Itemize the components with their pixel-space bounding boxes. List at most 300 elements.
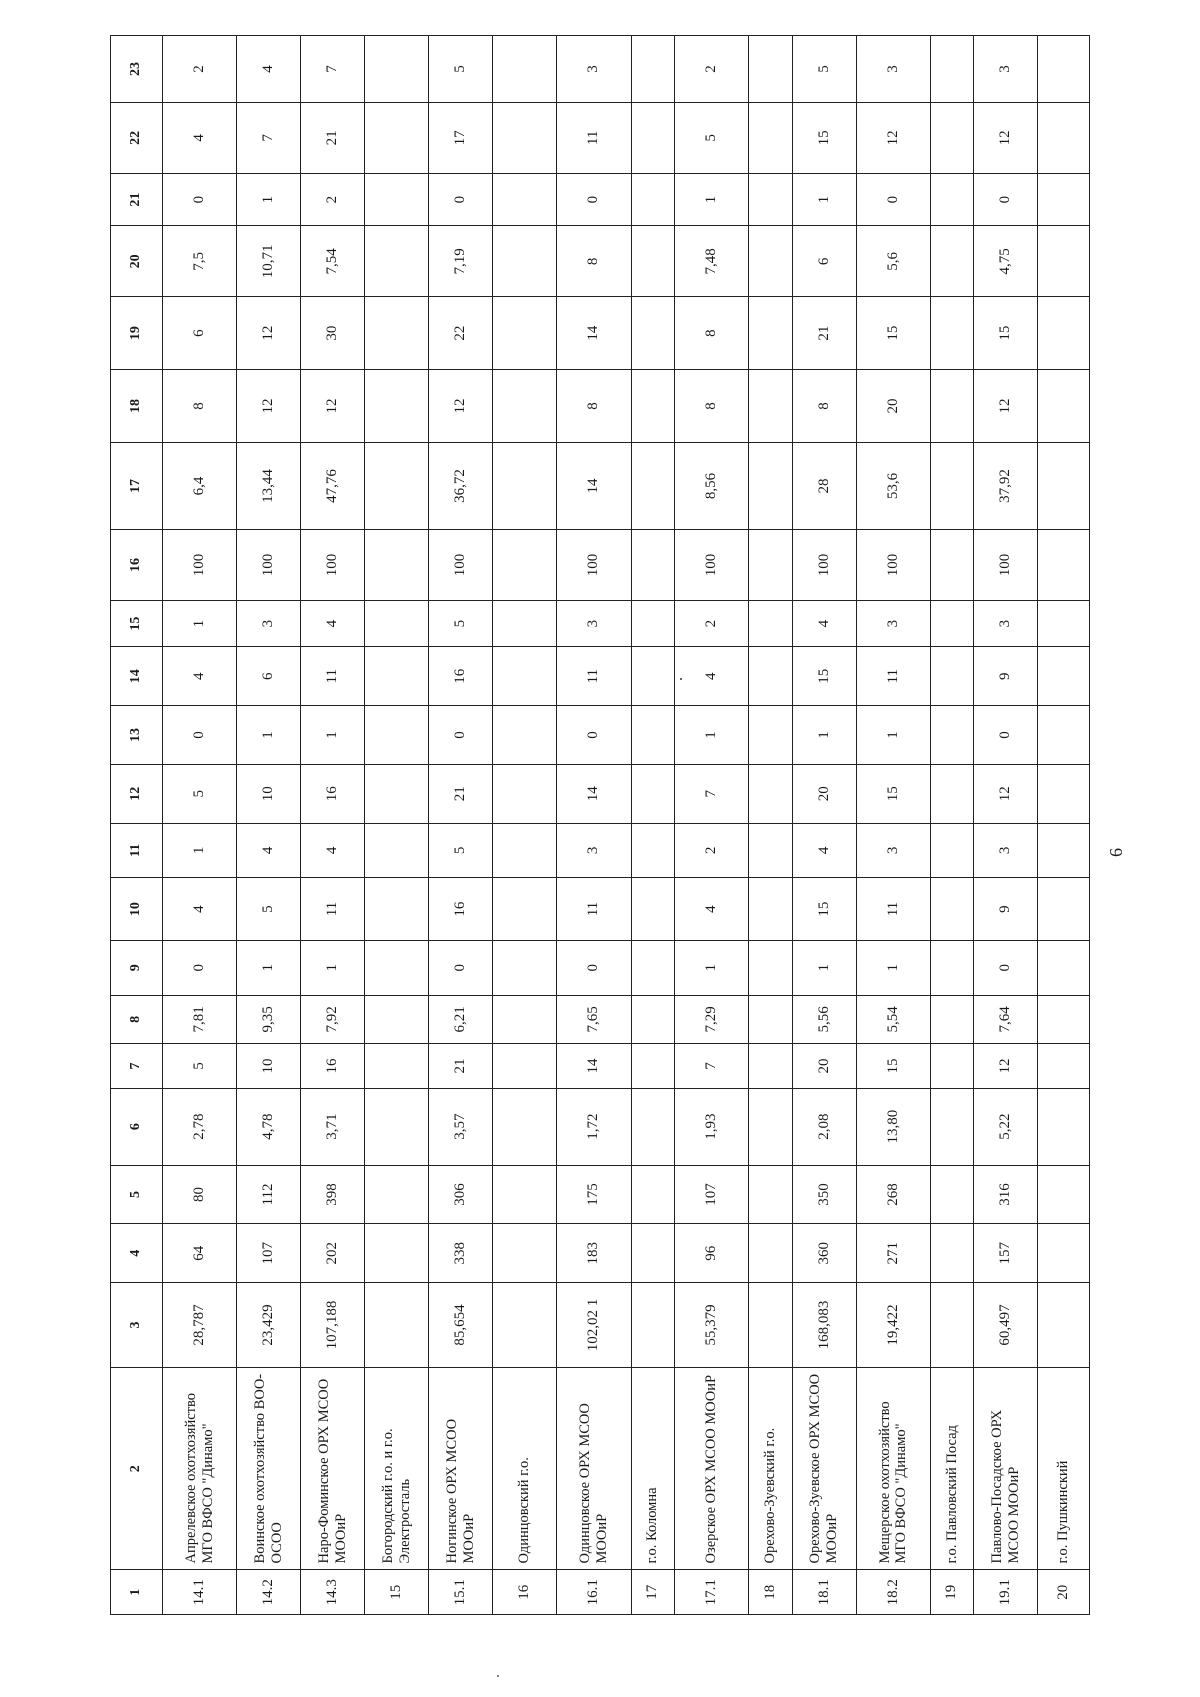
table-cell (1038, 823, 1090, 878)
table-cell (749, 1283, 792, 1368)
table-cell: 316 (974, 1165, 1038, 1224)
table-cell: 37,92 (974, 442, 1038, 529)
table-cell (365, 1165, 429, 1224)
row-name-cell: Апрелевское охотхозяйство МГО ВФСО "Динамо" (163, 1368, 237, 1570)
table-cell: 5 (237, 878, 301, 941)
table-cell (493, 173, 557, 226)
table-cell (365, 706, 429, 765)
table-cell: 0 (163, 706, 237, 765)
table-cell (493, 940, 557, 995)
table-cell: 7,81 (163, 995, 237, 1044)
table-cell: 3 (974, 823, 1038, 878)
table-cell (493, 706, 557, 765)
table-cell (365, 370, 429, 443)
table-cell (749, 102, 792, 173)
table-cell: 338 (429, 1224, 493, 1283)
table-cell: 4,75 (974, 226, 1038, 297)
column-header: 14 (111, 647, 163, 706)
table-cell: 8 (674, 370, 748, 443)
table-cell: 6 (163, 297, 237, 370)
table-cell: 15 (856, 1044, 930, 1089)
table-cell: 4 (674, 878, 748, 941)
table-cell: 2 (674, 600, 748, 647)
table-cell (930, 706, 973, 765)
row-number-cell: 14.1 (163, 1570, 237, 1615)
table-cell: 6,21 (429, 995, 493, 1044)
table-cell: 0 (856, 173, 930, 226)
table-cell: 4 (674, 647, 748, 706)
table-cell: 8,56 (674, 442, 748, 529)
column-header: 1 (111, 1570, 163, 1615)
table-cell (631, 1165, 674, 1224)
table-cell: 8 (163, 370, 237, 443)
table-cell: 1 (674, 706, 748, 765)
table-cell: 7 (674, 764, 748, 823)
table-cell (493, 823, 557, 878)
table-cell (365, 173, 429, 226)
table-cell: 5 (674, 102, 748, 173)
table-cell (1038, 36, 1090, 103)
table-cell: 8 (674, 297, 748, 370)
table-cell: 1 (792, 706, 856, 765)
table-cell: 3 (974, 36, 1038, 103)
table-cell: 100 (856, 530, 930, 601)
table-cell: 13,44 (237, 442, 301, 529)
table-cell: 1,93 (674, 1088, 748, 1165)
row-number-cell: 17 (631, 1570, 674, 1615)
table-cell (1038, 878, 1090, 941)
table-cell: 5,6 (856, 226, 930, 297)
table-cell: 1 (301, 940, 365, 995)
table-cell (1038, 1088, 1090, 1165)
table-cell: 4 (237, 36, 301, 103)
table-cell: 107 (237, 1224, 301, 1283)
scan-speck (680, 678, 682, 680)
table-cell: 1 (301, 706, 365, 765)
table-row (930, 36, 973, 1615)
table-cell: 1 (237, 706, 301, 765)
row-number-cell: 19 (930, 1570, 973, 1615)
table-cell (365, 297, 429, 370)
table-row (429, 36, 493, 1615)
column-header: 9 (111, 940, 163, 995)
table-cell: 2,08 (792, 1088, 856, 1165)
table-cell (493, 600, 557, 647)
table-cell: 4,78 (237, 1088, 301, 1165)
row-name-cell: Ногинское ОРХ МСОО МООиР (429, 1368, 493, 1570)
table-row (493, 36, 557, 1615)
table-cell: 4 (792, 600, 856, 647)
table-cell: 19,422 (856, 1283, 930, 1368)
table-cell (631, 1283, 674, 1368)
table-cell: 11 (557, 102, 631, 173)
table-cell: 0 (974, 940, 1038, 995)
table-cell: 3 (856, 36, 930, 103)
table-cell: 20 (792, 764, 856, 823)
table-cell (930, 878, 973, 941)
table-cell: 60,497 (974, 1283, 1038, 1368)
table-cell: 15 (792, 102, 856, 173)
row-number-cell: 14.2 (237, 1570, 301, 1615)
table-cell: 1,72 (557, 1088, 631, 1165)
table-cell (1038, 530, 1090, 601)
table-row (631, 36, 674, 1615)
table-cell: 16 (429, 647, 493, 706)
table-cell: 4 (163, 102, 237, 173)
table-cell (1038, 764, 1090, 823)
table-cell: 183 (557, 1224, 631, 1283)
table-cell (930, 173, 973, 226)
table-cell: 2 (674, 36, 748, 103)
table-cell (631, 995, 674, 1044)
row-number-cell: 19.1 (974, 1570, 1038, 1615)
row-number-cell: 16 (493, 1570, 557, 1615)
table-cell: 1 (674, 173, 748, 226)
table-cell (493, 530, 557, 601)
table-cell (631, 530, 674, 601)
table-cell: 5,54 (856, 995, 930, 1044)
table-cell: 7,48 (674, 226, 748, 297)
table-cell: 15 (856, 297, 930, 370)
table-cell: 0 (163, 173, 237, 226)
table-row (237, 36, 301, 1615)
table-cell: 64 (163, 1224, 237, 1283)
table-cell: 7,19 (429, 226, 493, 297)
table-cell: 3,57 (429, 1088, 493, 1165)
table-cell: 5,56 (792, 995, 856, 1044)
table-cell (631, 36, 674, 103)
column-header: 13 (111, 706, 163, 765)
table-cell: 47,76 (301, 442, 365, 529)
column-header: 19 (111, 297, 163, 370)
table-cell: 28 (792, 442, 856, 529)
table-cell: 7,65 (557, 995, 631, 1044)
table-cell: 3,71 (301, 1088, 365, 1165)
table-cell: 14 (557, 1044, 631, 1089)
table-cell: 20 (792, 1044, 856, 1089)
table-cell (631, 442, 674, 529)
table-cell (749, 442, 792, 529)
table-row (974, 36, 1038, 1615)
table-cell (749, 706, 792, 765)
table-cell (930, 940, 973, 995)
table-cell (365, 530, 429, 601)
table-cell (365, 647, 429, 706)
table-cell (1038, 995, 1090, 1044)
table-cell (930, 102, 973, 173)
table-cell: 1 (792, 173, 856, 226)
row-name-cell: Одинцовский г.о. (493, 1368, 557, 1570)
table-cell: 10,71 (237, 226, 301, 297)
table-cell (1038, 647, 1090, 706)
table-cell: 175 (557, 1165, 631, 1224)
table-cell: 9,35 (237, 995, 301, 1044)
table-cell (1038, 1283, 1090, 1368)
table-cell: 1 (237, 173, 301, 226)
table-cell (631, 370, 674, 443)
table-row (301, 36, 365, 1615)
table-cell (493, 647, 557, 706)
table-cell: 30 (301, 297, 365, 370)
table-cell (1038, 226, 1090, 297)
column-header: 7 (111, 1044, 163, 1089)
table-cell (749, 647, 792, 706)
column-header: 2 (111, 1368, 163, 1570)
table-cell: 12 (856, 102, 930, 173)
table-cell (631, 297, 674, 370)
row-name-cell: Озерское ОРХ МСОО МООиР (674, 1368, 748, 1570)
table-cell (749, 530, 792, 601)
table-cell: 12 (237, 297, 301, 370)
table-cell: 21 (301, 102, 365, 173)
table-cell: 11 (856, 878, 930, 941)
table-cell (631, 1088, 674, 1165)
table-row (557, 36, 631, 1615)
table-cell: 5 (429, 600, 493, 647)
table-cell: 0 (557, 173, 631, 226)
table-cell: 1 (237, 940, 301, 995)
table-cell (365, 1283, 429, 1368)
table-cell: 7,29 (674, 995, 748, 1044)
table-cell: 4 (237, 823, 301, 878)
column-header: 18 (111, 370, 163, 443)
table-cell: 11 (301, 878, 365, 941)
table-cell: 102,02 1 (557, 1283, 631, 1368)
table-cell: 0 (557, 940, 631, 995)
table-cell: 100 (674, 530, 748, 601)
table-cell: 12 (974, 1044, 1038, 1089)
table-cell: 2 (674, 823, 748, 878)
table-cell (1038, 1044, 1090, 1089)
table-cell (749, 764, 792, 823)
table-cell (749, 226, 792, 297)
table-cell (493, 1088, 557, 1165)
table-cell: 107,188 (301, 1283, 365, 1368)
table-cell (749, 823, 792, 878)
table-cell: 8 (557, 370, 631, 443)
row-number-cell: 18.1 (792, 1570, 856, 1615)
column-header: 17 (111, 442, 163, 529)
row-number-cell: 14.3 (301, 1570, 365, 1615)
table-cell: 1 (163, 823, 237, 878)
table-cell: 9 (974, 878, 1038, 941)
table-cell (930, 1224, 973, 1283)
table-cell: 96 (674, 1224, 748, 1283)
table-cell (493, 102, 557, 173)
table-cell: 11 (856, 647, 930, 706)
table-cell (1038, 442, 1090, 529)
table-cell (631, 226, 674, 297)
table-cell (1038, 173, 1090, 226)
table-cell (749, 995, 792, 1044)
table-cell: 360 (792, 1224, 856, 1283)
table-body (163, 36, 1090, 1615)
table-cell (930, 297, 973, 370)
table-cell: 28,787 (163, 1283, 237, 1368)
table-cell: 4 (163, 878, 237, 941)
page-number: 6 (1106, 848, 1126, 857)
table-cell: 12 (974, 102, 1038, 173)
table-cell: 0 (429, 940, 493, 995)
table-row (792, 36, 856, 1615)
table-cell: 14 (557, 442, 631, 529)
row-number-cell: 18 (749, 1570, 792, 1615)
table-cell: 12 (974, 370, 1038, 443)
table-cell (930, 1044, 973, 1089)
table-cell (930, 600, 973, 647)
table-cell: 53,6 (856, 442, 930, 529)
table-cell (749, 940, 792, 995)
table-cell: 306 (429, 1165, 493, 1224)
row-name-cell: Одинцовское ОРХ МСОО МООиР (557, 1368, 631, 1570)
table-cell: 100 (792, 530, 856, 601)
table-row (856, 36, 930, 1615)
table-cell: 55,379 (674, 1283, 748, 1368)
table-cell (749, 36, 792, 103)
column-header: 12 (111, 764, 163, 823)
table-cell: 16 (301, 764, 365, 823)
row-name-cell: Мещерское охотхозяйство МГО ВФСО "Динамо" (856, 1368, 930, 1570)
table-cell: 6 (237, 647, 301, 706)
table-cell (493, 297, 557, 370)
table-cell: 7 (237, 102, 301, 173)
table-cell: 0 (974, 706, 1038, 765)
table-cell: 22 (429, 297, 493, 370)
row-name-cell: Воинское охотхозяйство ВОО-ОСОО (237, 1368, 301, 1570)
row-name-cell: Богородский г.о. и г.о. Электросталь (365, 1368, 429, 1570)
table-cell (749, 600, 792, 647)
table-row (163, 36, 237, 1615)
table-cell: 5,22 (974, 1088, 1038, 1165)
table-cell (631, 600, 674, 647)
table-cell: 7 (301, 36, 365, 103)
table-cell: 12 (974, 764, 1038, 823)
column-header: 10 (111, 878, 163, 941)
table-cell: 0 (557, 706, 631, 765)
table-cell (365, 36, 429, 103)
table-cell: 202 (301, 1224, 365, 1283)
table-cell: 100 (237, 530, 301, 601)
table-cell: 20 (856, 370, 930, 443)
table-cell (749, 878, 792, 941)
table-cell: 2 (163, 36, 237, 103)
table-cell: 15 (856, 764, 930, 823)
header-row (111, 36, 163, 1615)
row-name-cell: г.о. Павловский Посад (930, 1368, 973, 1570)
table-cell (1038, 706, 1090, 765)
table-cell (493, 995, 557, 1044)
row-number-cell: 20 (1038, 1570, 1090, 1615)
table-cell (493, 370, 557, 443)
table-cell: 8 (792, 370, 856, 443)
row-name-cell: Орехово-Зуевское ОРХ МСОО МООиР (792, 1368, 856, 1570)
column-header: 11 (111, 823, 163, 878)
table-cell (749, 370, 792, 443)
table-cell: 107 (674, 1165, 748, 1224)
table-cell: 14 (557, 297, 631, 370)
table-cell: 1 (163, 600, 237, 647)
row-name-cell: Наро-Фоминское ОРХ МСОО МООиР (301, 1368, 365, 1570)
table-cell (930, 1283, 973, 1368)
table-cell (1038, 370, 1090, 443)
table-cell: 21 (792, 297, 856, 370)
table-cell: 85,654 (429, 1283, 493, 1368)
scan-speck (497, 1675, 499, 1677)
table-cell (493, 1224, 557, 1283)
row-name-cell: Павлово-Посадское ОРХ МСОО МООиР (974, 1368, 1038, 1570)
table-cell: 12 (429, 370, 493, 443)
table-cell: 3 (237, 600, 301, 647)
table-cell: 4 (792, 823, 856, 878)
table-cell: 6,4 (163, 442, 237, 529)
table-cell: 1 (856, 706, 930, 765)
table-cell (1038, 940, 1090, 995)
table-cell: 100 (163, 530, 237, 601)
table-cell (365, 1044, 429, 1089)
table-cell: 3 (557, 36, 631, 103)
table-cell (493, 1165, 557, 1224)
table-cell: 0 (429, 173, 493, 226)
table-cell: 11 (557, 878, 631, 941)
table-cell (365, 442, 429, 529)
table-cell (631, 764, 674, 823)
table-cell: 100 (974, 530, 1038, 601)
table-cell (1038, 1224, 1090, 1283)
table-cell: 10 (237, 1044, 301, 1089)
table-cell (365, 823, 429, 878)
table-cell: 3 (557, 823, 631, 878)
table-cell: 15 (792, 647, 856, 706)
table-cell (365, 1088, 429, 1165)
table-cell (493, 764, 557, 823)
table-cell: 80 (163, 1165, 237, 1224)
table-cell: 2 (301, 173, 365, 226)
table-cell (631, 173, 674, 226)
table-cell: 3 (557, 600, 631, 647)
table-cell: 268 (856, 1165, 930, 1224)
table-cell (749, 1044, 792, 1089)
table-cell (365, 226, 429, 297)
table-cell (631, 1224, 674, 1283)
table-cell (1038, 600, 1090, 647)
table-cell (749, 1165, 792, 1224)
table-cell (930, 823, 973, 878)
table-cell: 23,429 (237, 1283, 301, 1368)
table-cell: 21 (429, 764, 493, 823)
column-header: 15 (111, 600, 163, 647)
table-cell (493, 36, 557, 103)
table-cell: 15 (792, 878, 856, 941)
column-header: 8 (111, 995, 163, 1044)
table-cell (493, 442, 557, 529)
table-cell: 100 (429, 530, 493, 601)
table-cell: 13,80 (856, 1088, 930, 1165)
table-cell (631, 647, 674, 706)
row-number-cell: 15 (365, 1570, 429, 1615)
table-cell: 0 (429, 706, 493, 765)
table-cell (930, 36, 973, 103)
table-cell (493, 1283, 557, 1368)
table-cell: 11 (301, 647, 365, 706)
table-cell (930, 647, 973, 706)
table-cell: 7,92 (301, 995, 365, 1044)
column-header: 16 (111, 530, 163, 601)
table-cell (365, 940, 429, 995)
table-cell (365, 995, 429, 1044)
table-cell: 12 (237, 370, 301, 443)
rotated-table-wrapper (110, 35, 1090, 1615)
table-cell: 1 (674, 940, 748, 995)
